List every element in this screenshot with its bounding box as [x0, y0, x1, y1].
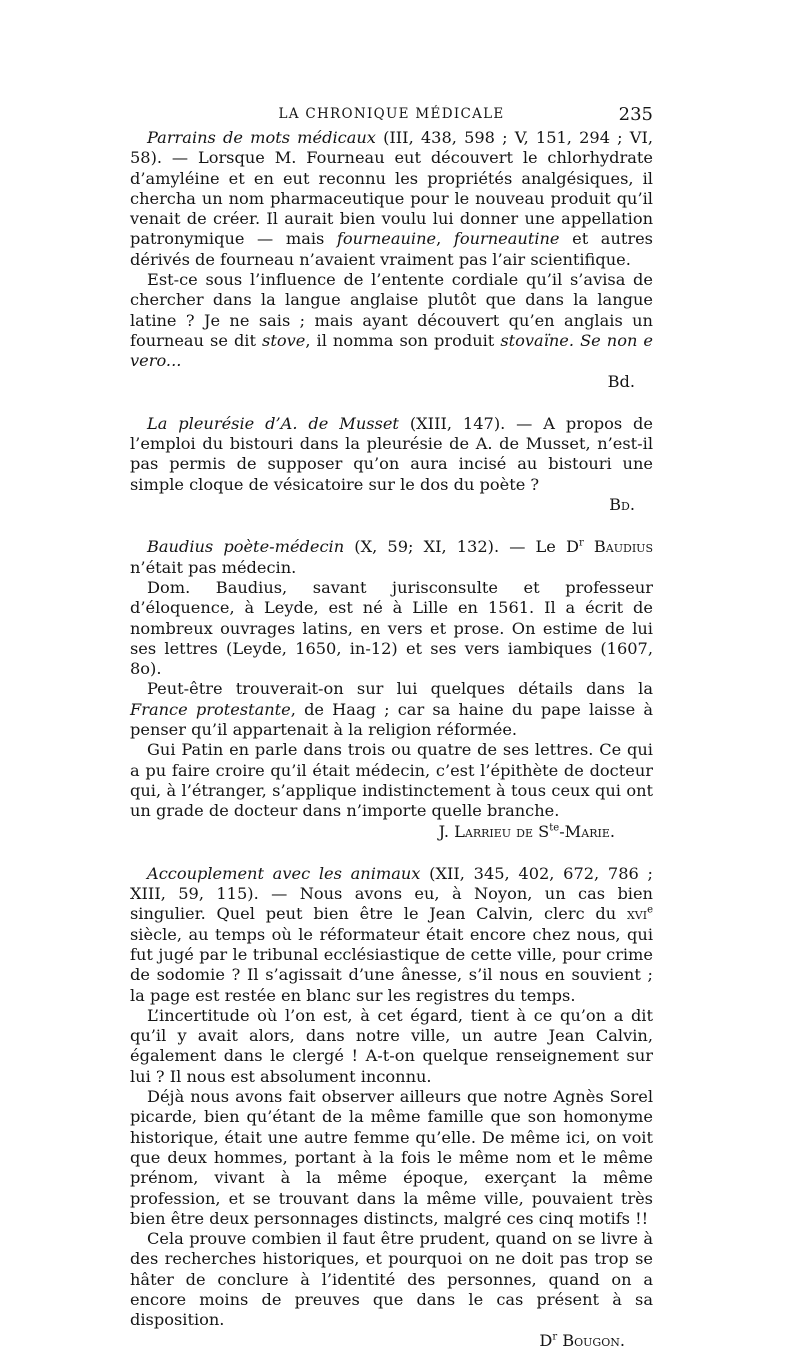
article-title: Accouplement avec les animaux: [147, 863, 421, 883]
paragraph: [130, 864, 653, 1006]
paragraph: [130, 537, 653, 578]
paragraph: Gui Patin en parle dans trois ou quatre de ses lettres. Ce qui a pu faire croire qu’il était médecin, c’est l’épithète de docteur qui, à l’étranger, s’applique indistinctement à tous ceux qui ont un grade de docteur dans n’importe quelle branche.: [130, 740, 653, 821]
article-title: La pleurésie d’A. de Musset: [147, 413, 399, 433]
article-parrains: [130, 128, 653, 392]
superscript: r: [552, 1331, 558, 1343]
article-title: Parrains de mots médicaux: [147, 128, 376, 147]
signature: [439, 822, 615, 842]
page-number: 235: [618, 104, 653, 125]
signature: Bd.: [609, 495, 635, 515]
superscript: r: [579, 537, 584, 549]
signature: [539, 1331, 625, 1351]
person-name: Baudius: [583, 537, 653, 557]
italic-term: fourneautine: [453, 229, 560, 249]
article-accouplement: [130, 864, 653, 1351]
paragraph: Cela prouve combien il faut être prudent, quand on se livre à des recherches historiques, et pourquoi on ne doit pas trop se hâter de conclure à l’identité des personnes, quand on a encore moins de preuves que dans le cas présent à sa disposition.: [130, 1229, 653, 1330]
article-text: (X, 59; XI, 132). — Le D: [344, 537, 579, 557]
superscript: e: [647, 905, 653, 916]
paragraph: [130, 270, 653, 371]
signature-prefix: J.: [438, 821, 455, 841]
article-text: , de Haag ; car sa haine du pape laisse à penser qu’il appartenait à la religion réformée.: [130, 699, 653, 740]
italic-term: stove: [262, 330, 306, 350]
body-text: [130, 128, 653, 1351]
paragraph: Déjà nous avons fait observer ailleurs que notre Agnès Sorel picarde, bien qu’étant de la même famille que son homonyme historique, était une autre femme qu’elle. De même ici, on voit que deux hommes, portant à la fois le même nom et le même prénom, vivant à la même époque, exerçant la même profession, et se trouvant dans la même ville, pouvaient très bien être deux personnages distincts, malgré ces cinq motifs !!: [130, 1087, 653, 1228]
article-text: et autres dérivés de fourneau n’avaient vraiment pas l’air scientifique.: [130, 229, 653, 269]
article-text: siècle, au temps où le réformateur était encore chez nous, qui fut jugé par le tribunal ecclésiastique de cette ville, pour crime de sodomie ? Il s’agissait d’une ânesse, s’il nous en souvient ; la page est restée en blanc sur les registres du temps.: [130, 924, 653, 1005]
signature-line: [130, 1331, 653, 1351]
signature-name: Larrieu de S: [454, 821, 550, 841]
article-text: ,: [436, 229, 454, 249]
italic-term: stovaïne. Se non e vero...: [130, 330, 653, 371]
paragraph: Dom. Baudius, savant jurisconsulte et professeur d’éloquence, à Leyde, est né à Lille en 1561. Il a écrit de nombreux ouvrages latins, en vers et prose. On estime de lui ses lettres (Leyde, 1650, in-12) et ses vers iambiques (1607, 8o).: [130, 577, 653, 679]
signature-line: [130, 372, 653, 392]
signature: Bd.: [607, 371, 635, 391]
article-text: Peut-être trouverait-on sur lui quelques détails dans la: [147, 679, 653, 699]
century: xvi: [626, 904, 648, 924]
article-text: (XIII, 147). — A propos de l’emploi du bistouri dans la pleurésie de A. de Musset, n’est-il pas permis de supposer qu’on aura incisé au bistouri une simple cloque de vésicatoire sur le dos du poète ?: [130, 413, 653, 494]
signature-line: [130, 495, 653, 515]
italic-term: fourneauine: [336, 229, 437, 249]
article-baudius: [130, 537, 653, 841]
signature-prefix: D: [539, 1330, 553, 1350]
page-header: [130, 104, 653, 126]
signature-name: -Marie.: [559, 821, 615, 841]
article-text: Est-ce sous l’influence de l’entente cordiale qu’il s’avisa de chercher dans la langue anglaise plutôt que dans la langue latine ? Je ne sais ; mais ayant découvert qu’en anglais un fourneau se dit: [130, 270, 653, 350]
signature-line: [130, 822, 653, 842]
paragraph: [130, 414, 653, 495]
article-text: n’était pas médecin.: [130, 557, 297, 577]
paragraph: [130, 128, 653, 270]
superscript: te: [549, 822, 560, 834]
article-text: , il nomma son produit: [305, 330, 501, 350]
signature-name: Bougon.: [557, 1330, 625, 1350]
italic-term: France protestante: [130, 699, 291, 719]
running-title: LA CHRONIQUE MÉDICALE: [278, 106, 505, 122]
article-text: (III, 438, 598 ; V, 151, 294 ; VI, 58). — Lorsque M. Fourneau eut découvert le chlorhydrate d’amyléine et en eut reconnu les propriétés analgésiques, il chercha un nom pharmaceutique pour le nouveau produit qu’il venait de créer. Il aurait bien voulu lui donner une appellation patronymique — mais: [130, 128, 653, 249]
article-title: Baudius poète-médecin: [147, 537, 345, 557]
article-pleuresie: [130, 414, 653, 515]
paragraph: [130, 679, 653, 740]
article-text: (XII, 345, 402, 672, 786 ; XIII, 59, 115). — Nous avons eu, à Noyon, un cas bien singulier. Quel peut bien être le Jean Calvin, clerc du: [130, 863, 653, 924]
paragraph: L’incertitude où l’on est, à cet égard, tient à ce qu’on a dit qu’il y avait alors, dans notre ville, un autre Jean Calvin, également dans le clergé ! A-t-on quelque renseignement sur lui ? Il nous est absolument inconnu.: [130, 1005, 653, 1086]
